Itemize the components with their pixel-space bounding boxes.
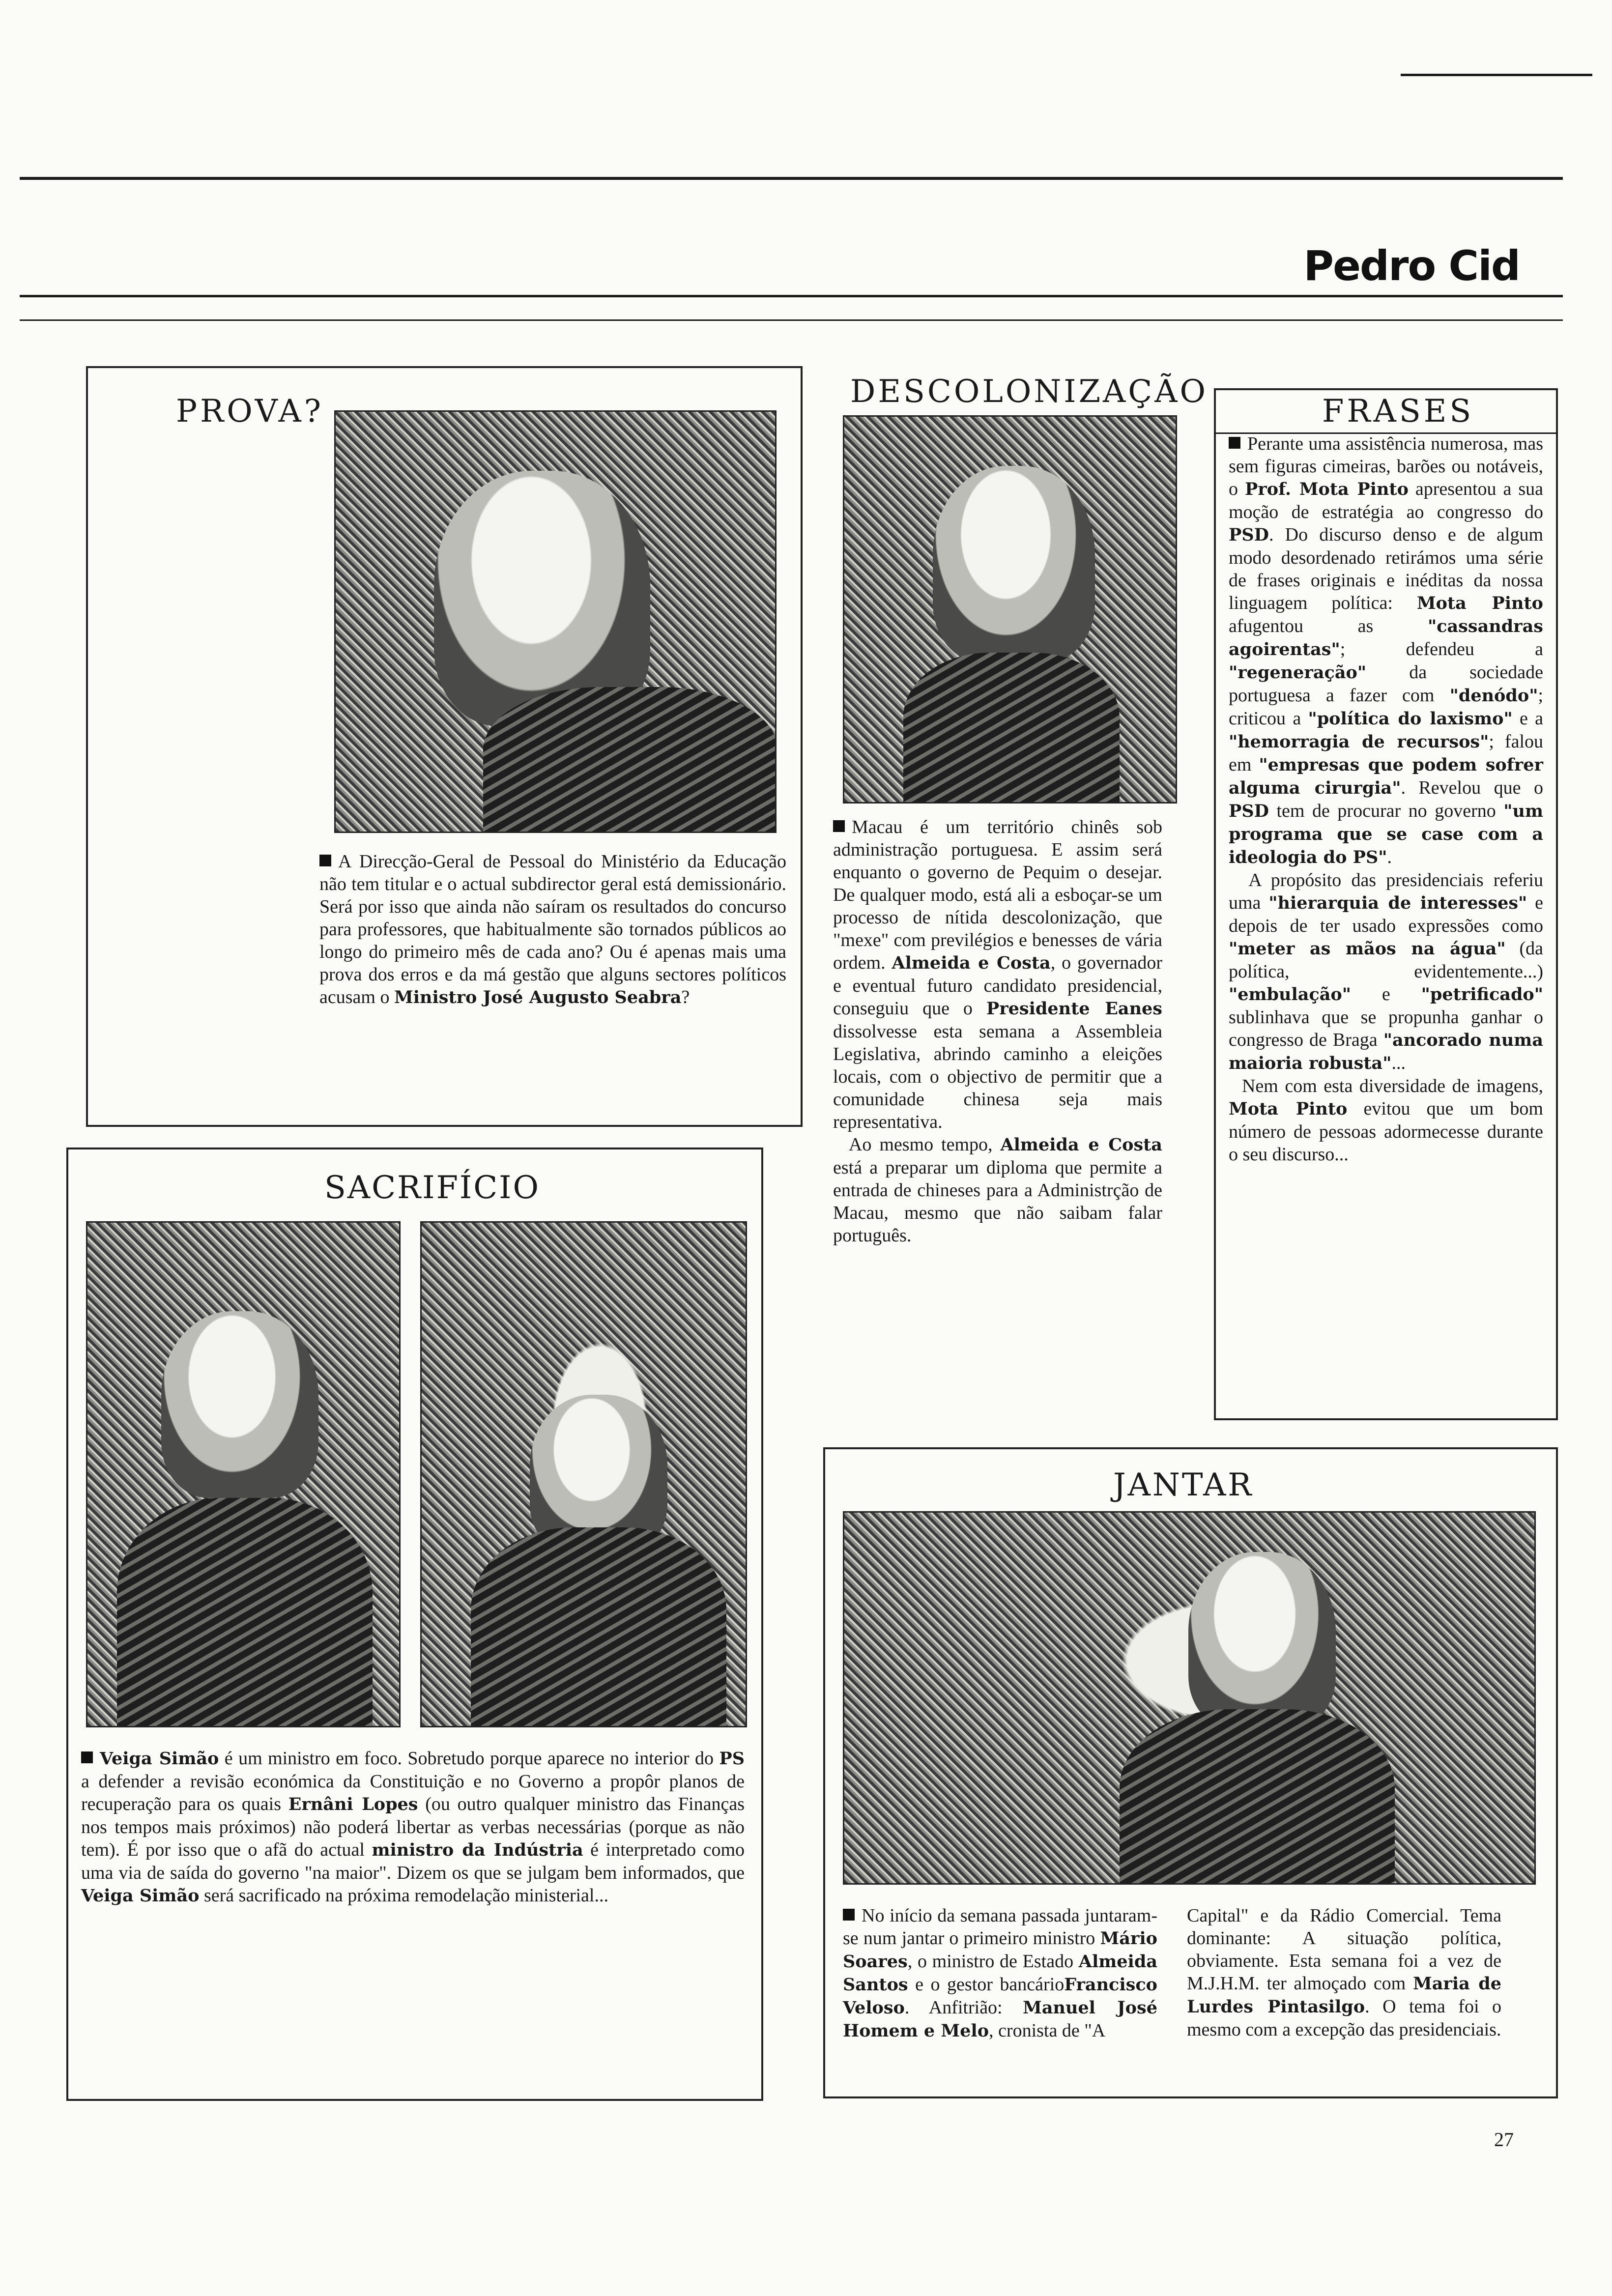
prova-photo-shoulders	[483, 687, 777, 833]
descolonizacao-body: Macau é um território chinês sob administração portuguesa. E assim será enquanto o governo de Pequim o desejar. De qualquer modo, está ali a esboçar-se um processo de nítida descolonização, que "mexe" com previlégios e benesses de vária ordem. Almeida e Costa, o governador e eventual futuro candidato presidencial, conseguiu que o Presidente Eanes dissolvesse esta semana a Assembleia Legislativa, abrindo caminho a eleições locais, com o objectivo de permitir que a comunidade chinesa seja mais representativa. Ao mesmo tempo, Almeida e Costa está a preparar um diploma que permite a entrada de chineses para a Administrção de Macau, mesmo que não saibam falar português.	[833, 817, 1163, 1246]
jantar-body-col1: No início da semana passada juntaram-se num jantar o primeiro ministro Mário Soares, o ministro de Estado Almeida Santos e o gestor bancárioFrancisco Veloso. Anfitrião: Manuel José Homem e Melo, cronista de "A	[843, 1905, 1157, 2041]
sacrificio-photo-left	[86, 1221, 401, 1727]
prova-title: PROVA?	[176, 393, 324, 430]
sacrificio-photo-right-body	[471, 1527, 726, 1727]
top-rule-4	[1401, 74, 1592, 76]
jantar-photo	[843, 1511, 1536, 1885]
jantar-photo-head	[1188, 1552, 1336, 1729]
descolonizacao-photo-head	[933, 466, 1095, 662]
frases-body: Perante uma assistência numerosa, mas sem figuras cimeiras, barões ou notáveis, o Prof. Mota Pinto apresentou a sua moção de estratégia ao congresso do PSD. Do discurso denso e de algum modo desordenado retirámos uma série de frases originais e inéditas da nossa linguagem política: Mota Pinto afugentou as "cassandras agoirentas"; defendeu a "regeneração" da sociedade portuguesa a fazer com "denódo"; criticou a "política do laxismo" e a "hemorragia de recursos"; falou em "empresas que podem sofrer alguma cirurgia". Revelou que o PSD tem de procurar no governo "um programa que se case com a ideologia do PS". A propósito das presidenciais referiu uma "hierarquia de interesses" e depois de ter usado expressões como "meter as mãos na água" (da política, evidentemente...) "embulação" e "petrificado" sublinhava que se propunha ganhar o congresso de Braga "ancorado numa maioria robusta"... Nem com esta diversidade de imagens, Mota Pinto evitou que um bom número de pessoas adormecesse durante o seu discurso...	[1229, 433, 1544, 1165]
prova-photo	[334, 410, 777, 833]
page-number: 27	[1494, 2128, 1514, 2151]
byline: Pedro Cid	[1303, 242, 1520, 290]
descolonizacao-photo	[843, 415, 1177, 804]
top-rule-3	[20, 319, 1563, 321]
jantar-body-col2: Capital" e da Rádio Comercial. Tema dominante: A situação política, obviamente. Esta semana foi a vez de M.J.H.M. ter almoçado com Maria de Lurdes Pintasilgo. O tema foi o mesmo com a excepção das presidenciais.	[1187, 1905, 1502, 2040]
sacrificio-photo-right	[420, 1221, 747, 1727]
jantar-photo-body	[1120, 1709, 1395, 1885]
prova-body: A Direcção-Geral de Pessoal do Ministério da Educação não tem titular e o actual subdirector geral está demissionário. Será por isso que ainda não saíram os resultados do concurso para professores, que habitualmente são tornados públicos ao longo do primeiro mês de cada ano? Ou é apenas mais uma prova dos erros e da má gestão que alguns sectores políticos acusam o Ministro José Augusto Seabra?	[319, 851, 786, 1007]
sacrificio-title: SACRIFÍCIO	[324, 1170, 540, 1206]
descolonizacao-photo-body	[903, 653, 1120, 804]
jantar-title: JANTAR	[1113, 1467, 1254, 1503]
frases-title: FRASES	[1322, 393, 1474, 430]
sacrificio-photo-left-body	[117, 1498, 373, 1727]
sacrificio-photo-left-head	[161, 1311, 318, 1498]
descolonizacao-title: DESCOLONIZAÇÃO	[850, 373, 1208, 410]
sacrificio-body: Veiga Simão é um ministro em foco. Sobretudo porque aparece no interior do PS a defender a revisão económica da Constituição e no Governo a propôr planos de recuperação para os quais Ernâni Lopes (ou outro qualquer ministro das Finanças nos tempos mais próximos) não poderá libertar as verbas necessárias (porque as não tem). É por isso que o afã do actual ministro da Indústria é interpretado como uma via de saída do governo "na maior". Dizem os que se julgam bem informados, que Veiga Simão será sacrificado na próxima remodelação ministerial...	[81, 1748, 745, 1906]
top-rule-1	[20, 177, 1563, 180]
top-rule-2	[20, 295, 1563, 297]
